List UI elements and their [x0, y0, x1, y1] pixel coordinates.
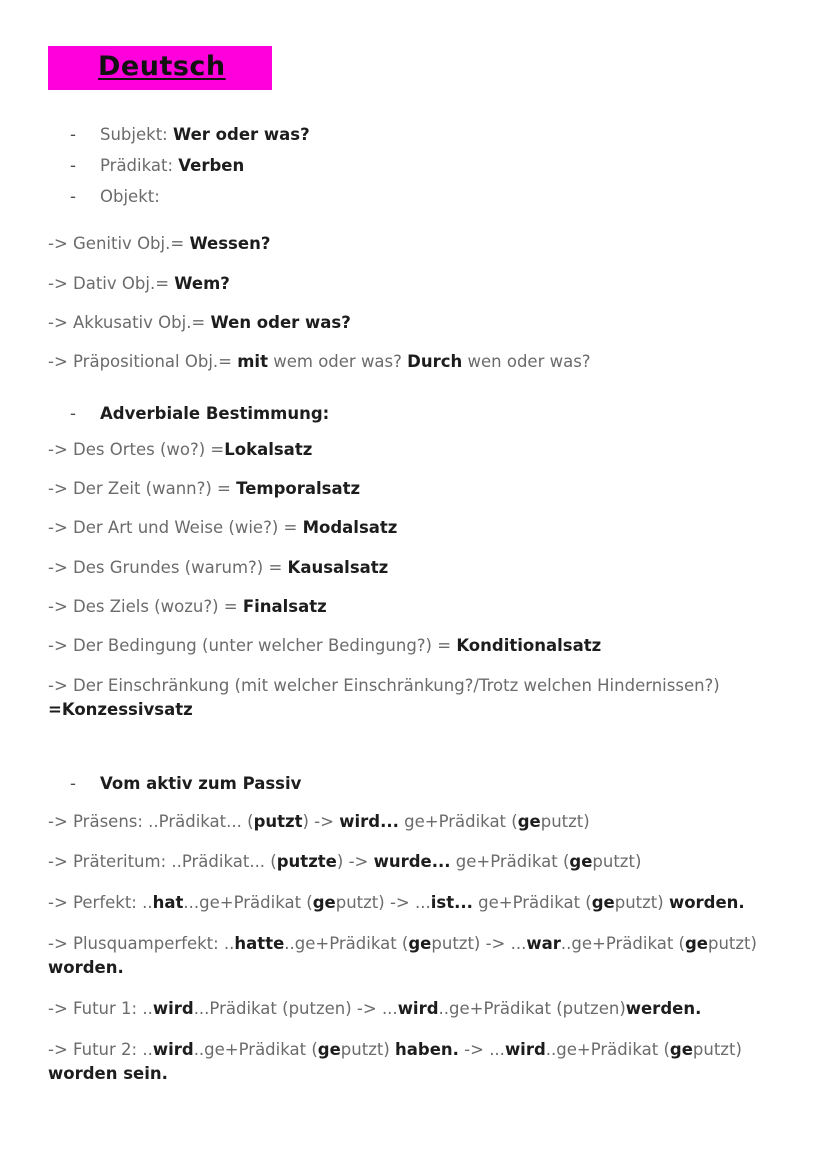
passiv-seg: ge+Prädikat ( — [398, 811, 518, 831]
passiv-seg: ..ge+Prädikat ( — [193, 1040, 318, 1060]
section-header-passiv — [70, 773, 780, 795]
adverbial-answer: Finalsatz — [242, 596, 327, 616]
passiv-seg: ge — [591, 893, 615, 913]
object-line-value: Wen oder was? — [210, 313, 351, 333]
passiv-seg: ) — [634, 852, 642, 872]
list-item — [70, 186, 780, 208]
bullet-dash-icon: - — [70, 403, 76, 423]
adverbial-question: -> Der Art und Weise (wie?) = — [48, 518, 303, 538]
adverbial-answer: Kausalsatz — [287, 557, 389, 577]
passiv-seg: worden sein. — [48, 1063, 168, 1083]
passiv-seg: putzte — [276, 852, 337, 872]
adverbial-line — [48, 596, 780, 618]
object-line-label: -> Genitiv Obj.= — [48, 234, 190, 254]
passiv-seg: ..ge+Prädikat ( — [284, 934, 409, 954]
bullet-dash-icon: - — [70, 155, 76, 175]
adverbial-line — [48, 635, 780, 657]
adverbial-question: -> Des Ziels (wozu?) = — [48, 596, 243, 616]
section-header-adverbiale — [70, 403, 780, 425]
adverbial-question: -> Der Bedingung (unter welcher Bedingung?) = — [48, 636, 457, 656]
passiv-seg: -> Plusquamperfekt: .. — [48, 934, 235, 954]
passiv-seg: ) — [657, 893, 669, 913]
passiv-seg: ) -> — [336, 852, 374, 872]
passiv-seg: ...Prädikat ( — [193, 999, 289, 1019]
passiv-seg: putzt — [692, 1040, 736, 1060]
passiv-seg: putzt — [592, 852, 635, 872]
object-line — [48, 351, 780, 373]
passiv-seg: ge — [517, 811, 541, 831]
passiv-seg: wurde... — [373, 852, 451, 872]
object-line — [48, 233, 780, 255]
bullet-dash-icon: - — [70, 774, 76, 794]
passiv-seg: ) — [750, 934, 757, 954]
page-title-text: Deutsch — [98, 51, 226, 82]
passiv-seg: hat — [152, 893, 184, 913]
adverbial-answer: Modalsatz — [302, 518, 398, 538]
passiv-seg: wird — [397, 999, 439, 1019]
passiv-seg: putzt — [614, 893, 658, 913]
passiv-seg: -> ... — [458, 1040, 505, 1060]
object-line-label: -> Dativ Obj.= — [48, 273, 175, 293]
adverbial-answer: Konditionalsatz — [456, 636, 602, 656]
adverbial-answer: Temporalsatz — [236, 479, 361, 499]
passiv-seg: ge — [684, 934, 708, 954]
passiv-seg: haben. — [395, 1040, 459, 1060]
passiv-line — [48, 891, 780, 915]
adverbial-line — [48, 517, 780, 539]
passiv-seg: ge — [408, 934, 432, 954]
list-item — [70, 155, 780, 177]
basic-terms-list — [70, 124, 780, 209]
term-label: Objekt: — [100, 187, 160, 207]
passiv-seg: ..ge+Prädikat ( — [438, 999, 563, 1019]
passiv-seg: werden. — [625, 999, 702, 1019]
passiv-seg: hatte — [234, 934, 285, 954]
adverbial-question: -> Des Ortes (wo?) = — [48, 439, 225, 459]
passiv-seg: putzt — [431, 934, 474, 954]
passiv-seg: worden. — [48, 958, 124, 978]
adverbial-question: -> Der Einschränkung (mit welcher Einschränkung?/Trotz welchen Hindernissen?) — [48, 676, 720, 696]
list-item — [70, 124, 780, 146]
bullet-dash-icon: - — [70, 187, 76, 207]
page-title-wrapper — [48, 46, 272, 90]
passiv-seg: ) — [735, 1040, 742, 1060]
passiv-seg: putzen — [288, 999, 346, 1019]
passiv-seg: wird — [152, 1040, 194, 1060]
passiv-seg: wird — [152, 999, 194, 1019]
passiv-seg: putzt — [253, 811, 303, 831]
adverbial-line — [48, 439, 780, 461]
passiv-seg: war — [526, 934, 561, 954]
passiv-seg: ge — [312, 893, 336, 913]
object-line-thin-2: wen oder was? — [462, 352, 591, 372]
passiv-seg: -> Futur 2: .. — [48, 1040, 153, 1060]
term-label: Prädikat: — [100, 155, 179, 175]
object-line-bold-2: Durch — [407, 352, 463, 372]
passiv-seg: ) -> ... — [473, 934, 527, 954]
bullet-dash-icon: - — [70, 124, 76, 144]
adverbial-question: -> Der Zeit (wann?) = — [48, 479, 237, 499]
adverbial-line — [48, 478, 780, 500]
passiv-seg: ..ge+Prädikat ( — [545, 1040, 670, 1060]
page-title — [48, 46, 272, 90]
passiv-seg: -> Präsens: ..Prädikat... ( — [48, 811, 254, 831]
adverbial-answer: =Konzessivsatz — [48, 700, 193, 720]
passiv-seg: ) — [619, 999, 626, 1019]
passiv-line — [48, 850, 780, 874]
term-label: Subjekt: — [100, 124, 173, 144]
adverbial-question: -> Des Grundes (warum?) = — [48, 557, 288, 577]
passiv-line — [48, 997, 780, 1021]
passiv-seg: -> Präteritum: ..Prädikat... ( — [48, 852, 277, 872]
passiv-seg: ..ge+Prädikat ( — [560, 934, 685, 954]
adverbial-line-last — [48, 674, 780, 722]
section-title: Vom aktiv zum Passiv — [100, 774, 302, 794]
object-line-label: -> Akkusativ Obj.= — [48, 313, 211, 333]
section-spacer — [48, 739, 780, 773]
passiv-seg: putzt — [340, 1040, 384, 1060]
passiv-seg: ) -> ... — [378, 893, 431, 913]
passiv-line — [48, 810, 780, 834]
passiv-seg: putzt — [540, 811, 584, 831]
passiv-seg: putzen — [562, 999, 620, 1019]
passiv-seg: ist... — [430, 893, 473, 913]
object-line-value: Wessen? — [189, 234, 271, 254]
object-line-value: Wem? — [174, 273, 230, 293]
passiv-seg: worden. — [668, 893, 745, 913]
passiv-seg: ) -> ... — [345, 999, 398, 1019]
section-title: Adverbiale Bestimmung: — [100, 403, 330, 423]
term-value: Verben — [178, 155, 245, 175]
passiv-seg: ) — [583, 811, 590, 831]
passiv-seg: ge — [669, 1040, 693, 1060]
passiv-seg: ...ge+Prädikat ( — [183, 893, 313, 913]
object-line — [48, 312, 780, 334]
passiv-seg: ge+Prädikat ( — [472, 893, 592, 913]
object-line — [48, 273, 780, 295]
passiv-seg: wird — [504, 1040, 546, 1060]
passiv-seg: wird... — [339, 811, 399, 831]
passiv-seg: ge — [569, 852, 593, 872]
notes-content — [48, 124, 780, 1086]
passiv-line — [48, 1038, 780, 1086]
object-line-bold-1: mit — [237, 352, 268, 372]
passiv-seg: putzt — [708, 934, 751, 954]
object-line-thin-1: wem oder was? — [267, 352, 408, 372]
passiv-seg: ge+Prädikat ( — [450, 852, 570, 872]
passiv-seg: putzt — [335, 893, 379, 913]
passiv-seg: ge — [317, 1040, 341, 1060]
passiv-seg: -> Perfekt: .. — [48, 893, 153, 913]
object-line-label: -> Präpositional Obj.= — [48, 352, 238, 372]
term-value: Wer oder was? — [172, 124, 310, 144]
passiv-seg: ) -> — [302, 811, 340, 831]
passiv-seg: ) — [383, 1040, 396, 1060]
passiv-line — [48, 932, 780, 980]
passiv-seg: -> Futur 1: .. — [48, 999, 153, 1019]
adverbial-answer: Lokalsatz — [224, 439, 313, 459]
adverbial-line — [48, 557, 780, 579]
